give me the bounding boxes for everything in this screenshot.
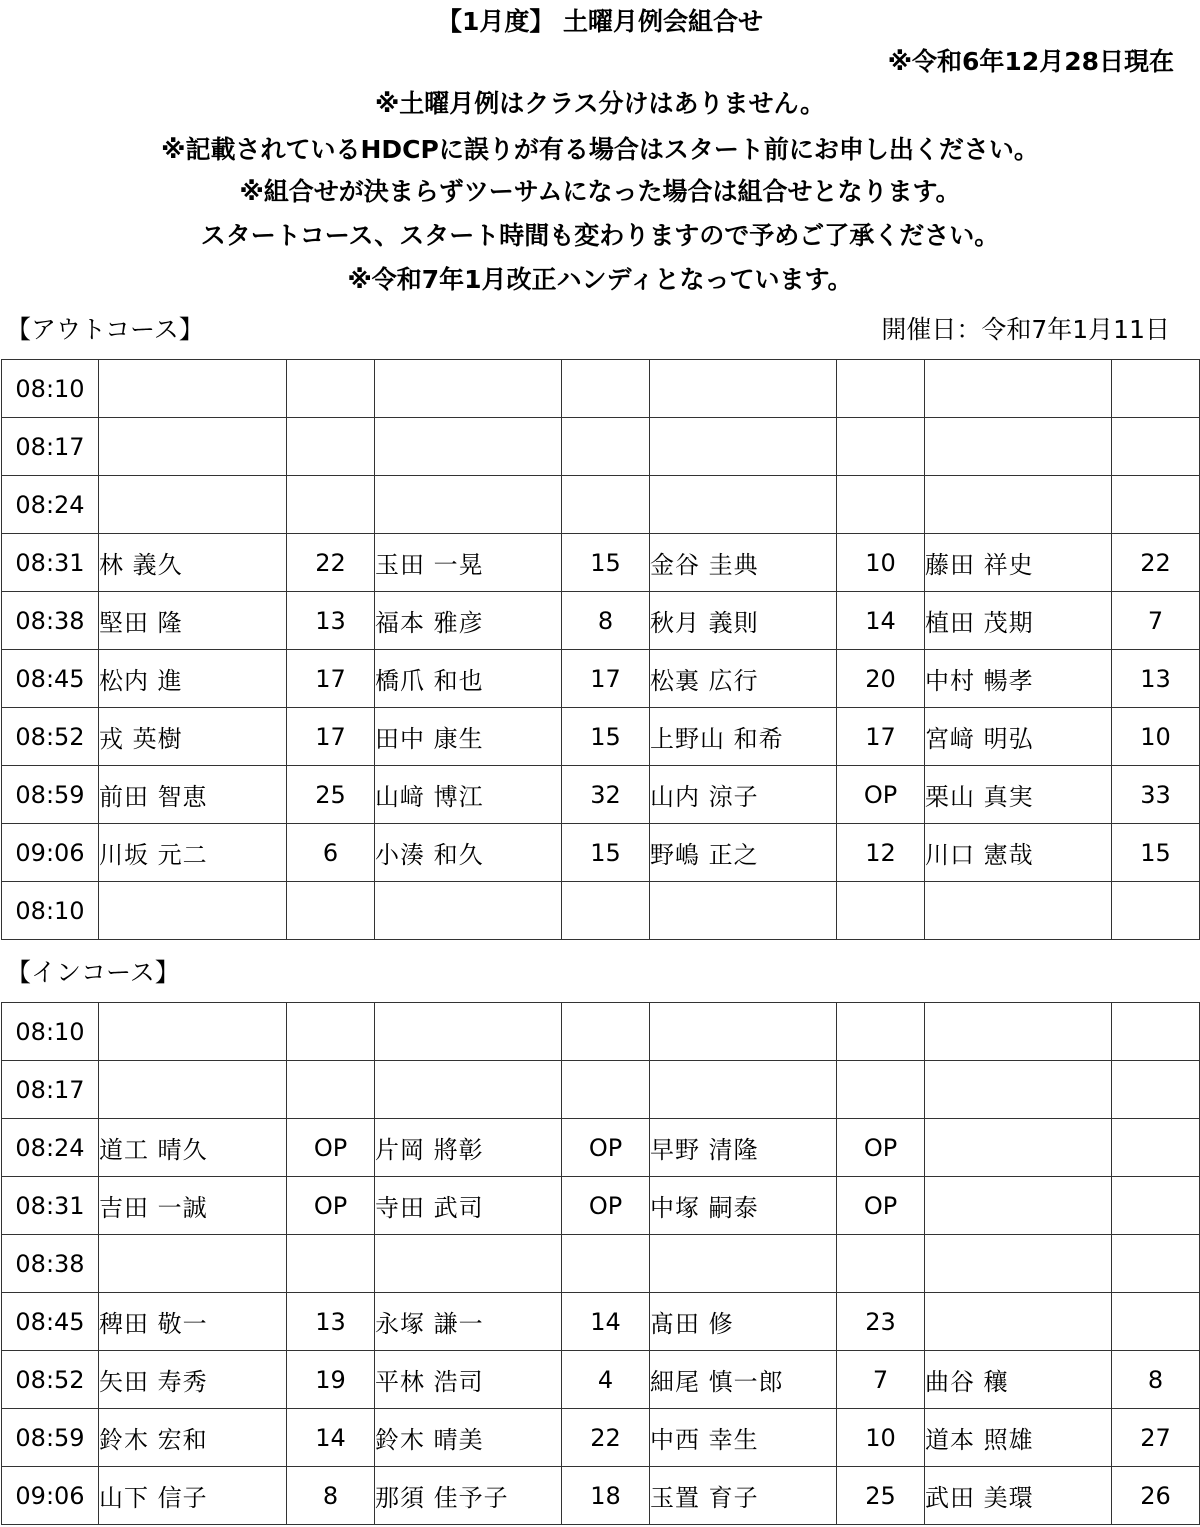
player-hdcp: OP	[837, 1119, 925, 1177]
player-hdcp: 13	[287, 1293, 375, 1351]
player-hdcp: 10	[1112, 708, 1200, 766]
player-name	[650, 1235, 837, 1293]
player-hdcp	[562, 882, 650, 940]
player-name: 鈴木 宏和	[99, 1409, 287, 1467]
player-hdcp: 14	[562, 1293, 650, 1351]
player-hdcp	[837, 418, 925, 476]
player-hdcp: 23	[837, 1293, 925, 1351]
tee-time-row	[2, 360, 1200, 418]
player-name: 川坂 元二	[99, 824, 287, 882]
player-hdcp	[287, 882, 375, 940]
player-hdcp	[1112, 1003, 1200, 1061]
start-time: 08:45	[2, 1293, 99, 1351]
player-name: 宮﨑 明弘	[925, 708, 1112, 766]
start-time: 08:31	[2, 534, 99, 592]
player-name: 上野山 和希	[650, 708, 837, 766]
player-name	[99, 1061, 287, 1119]
player-hdcp	[837, 1003, 925, 1061]
player-name	[925, 1061, 1112, 1119]
player-name: 細尾 慎一郎	[650, 1351, 837, 1409]
player-hdcp: 15	[1112, 824, 1200, 882]
player-hdcp: OP	[287, 1119, 375, 1177]
start-time: 08:59	[2, 766, 99, 824]
player-name	[99, 882, 287, 940]
player-hdcp	[1112, 1235, 1200, 1293]
start-time: 09:06	[2, 1467, 99, 1525]
player-name: 那須 佳予子	[375, 1467, 562, 1525]
player-hdcp: 22	[287, 534, 375, 592]
player-name: 松内 進	[99, 650, 287, 708]
player-name	[375, 1003, 562, 1061]
player-name: 植田 茂期	[925, 592, 1112, 650]
player-hdcp: 27	[1112, 1409, 1200, 1467]
player-hdcp	[837, 1235, 925, 1293]
player-hdcp: 17	[562, 650, 650, 708]
note-line: スタートコース、スタート時間も変わりますので予めご了承ください。	[200, 221, 1000, 250]
note-line: ※土曜月例はクラス分けはありません。	[374, 89, 826, 118]
player-hdcp: 25	[837, 1467, 925, 1525]
player-name	[375, 418, 562, 476]
start-time: 08:24	[2, 1119, 99, 1177]
tee-time-row	[2, 1293, 1200, 1351]
player-name: 吉田 一誠	[99, 1177, 287, 1235]
player-hdcp: 33	[1112, 766, 1200, 824]
player-hdcp: 15	[562, 824, 650, 882]
player-name	[375, 1061, 562, 1119]
start-time: 08:59	[2, 1409, 99, 1467]
player-name	[99, 1003, 287, 1061]
player-hdcp: 32	[562, 766, 650, 824]
tee-time-row	[2, 1119, 1200, 1177]
player-name	[925, 1293, 1112, 1351]
player-name: 中村 暢孝	[925, 650, 1112, 708]
player-hdcp	[562, 1235, 650, 1293]
player-name: 稗田 敬一	[99, 1293, 287, 1351]
tee-time-row	[2, 1061, 1200, 1119]
player-hdcp: 26	[1112, 1467, 1200, 1525]
player-name	[650, 882, 837, 940]
player-hdcp	[1112, 360, 1200, 418]
player-name	[650, 360, 837, 418]
player-name: 玉田 一晃	[375, 534, 562, 592]
start-time: 08:38	[2, 592, 99, 650]
tee-time-row	[2, 824, 1200, 882]
tee-time-row	[2, 1409, 1200, 1467]
note-line: ※記載されているHDCPに誤りが有る場合はスタート前にお申し出ください。	[161, 135, 1039, 164]
start-time: 09:06	[2, 824, 99, 882]
tee-time-row	[2, 476, 1200, 534]
out-course-label: 【アウトコース】	[6, 315, 204, 344]
tee-time-row	[2, 882, 1200, 940]
start-time: 08:31	[2, 1177, 99, 1235]
start-time: 08:10	[2, 882, 99, 940]
player-name	[375, 360, 562, 418]
player-name: 小湊 和久	[375, 824, 562, 882]
player-name: 片岡 將彰	[375, 1119, 562, 1177]
note-line: ※組合せが決まらずツーサムになった場合は組合せとなります。	[239, 177, 961, 206]
player-hdcp: 13	[287, 592, 375, 650]
player-name	[925, 1177, 1112, 1235]
player-name: 道工 晴久	[99, 1119, 287, 1177]
player-hdcp: OP	[837, 1177, 925, 1235]
player-name	[925, 1119, 1112, 1177]
player-name	[650, 1003, 837, 1061]
player-name: 山﨑 博江	[375, 766, 562, 824]
player-name: 栗山 真実	[925, 766, 1112, 824]
player-hdcp: 8	[1112, 1351, 1200, 1409]
player-hdcp	[562, 1003, 650, 1061]
player-hdcp	[1112, 418, 1200, 476]
in-course-table	[1, 1002, 1200, 1525]
player-hdcp	[287, 360, 375, 418]
player-hdcp	[562, 476, 650, 534]
player-hdcp: 6	[287, 824, 375, 882]
start-time: 08:17	[2, 1061, 99, 1119]
player-name: 早野 清隆	[650, 1119, 837, 1177]
player-name: 矢田 寿秀	[99, 1351, 287, 1409]
player-name: 髙田 修	[650, 1293, 837, 1351]
tee-time-row	[2, 592, 1200, 650]
tee-time-row	[2, 650, 1200, 708]
tee-time-row	[2, 418, 1200, 476]
page-title: 【1月度】 土曜月例会組合せ	[436, 7, 764, 36]
player-hdcp	[562, 1061, 650, 1119]
player-name: 福本 雅彦	[375, 592, 562, 650]
as-of-date: ※令和6年12月28日現在	[887, 47, 1174, 76]
player-name	[925, 418, 1112, 476]
player-hdcp	[837, 882, 925, 940]
player-name: 中塚 嗣泰	[650, 1177, 837, 1235]
player-name: 鈴木 晴美	[375, 1409, 562, 1467]
tee-time-row	[2, 1003, 1200, 1061]
player-hdcp: 8	[562, 592, 650, 650]
player-hdcp: 7	[1112, 592, 1200, 650]
start-time: 08:45	[2, 650, 99, 708]
player-hdcp	[1112, 1061, 1200, 1119]
player-hdcp: 10	[837, 1409, 925, 1467]
player-name: 橋爪 和也	[375, 650, 562, 708]
player-hdcp: 19	[287, 1351, 375, 1409]
player-name: 川口 憲哉	[925, 824, 1112, 882]
player-name	[925, 1003, 1112, 1061]
player-hdcp	[287, 476, 375, 534]
player-hdcp: OP	[562, 1119, 650, 1177]
tee-time-row	[2, 1235, 1200, 1293]
player-hdcp	[1112, 882, 1200, 940]
player-hdcp	[1112, 1177, 1200, 1235]
start-time: 08:10	[2, 360, 99, 418]
player-hdcp	[562, 360, 650, 418]
player-name: 永塚 謙一	[375, 1293, 562, 1351]
player-hdcp: 18	[562, 1467, 650, 1525]
player-hdcp: 8	[287, 1467, 375, 1525]
player-hdcp: 25	[287, 766, 375, 824]
player-hdcp: OP	[562, 1177, 650, 1235]
player-name	[99, 1235, 287, 1293]
player-hdcp: 12	[837, 824, 925, 882]
player-name: 山下 信子	[99, 1467, 287, 1525]
player-hdcp: 15	[562, 534, 650, 592]
player-name: 玉置 育子	[650, 1467, 837, 1525]
tee-time-row	[2, 1177, 1200, 1235]
player-name: 藤田 祥史	[925, 534, 1112, 592]
tee-time-row	[2, 708, 1200, 766]
player-hdcp: 17	[287, 650, 375, 708]
player-hdcp	[287, 1235, 375, 1293]
player-hdcp: OP	[287, 1177, 375, 1235]
player-hdcp: 22	[562, 1409, 650, 1467]
player-name	[650, 1061, 837, 1119]
player-name: 武田 美環	[925, 1467, 1112, 1525]
player-hdcp: 10	[837, 534, 925, 592]
tee-time-row	[2, 1351, 1200, 1409]
tee-time-row	[2, 1467, 1200, 1525]
player-hdcp	[287, 1061, 375, 1119]
player-hdcp: 17	[837, 708, 925, 766]
player-name: 山内 涼子	[650, 766, 837, 824]
event-date: 開催日：令和7年1月11日	[881, 315, 1170, 344]
player-hdcp: 20	[837, 650, 925, 708]
player-name: 道本 照雄	[925, 1409, 1112, 1467]
player-name: 野嶋 正之	[650, 824, 837, 882]
player-name: 金谷 圭典	[650, 534, 837, 592]
player-name: 堅田 隆	[99, 592, 287, 650]
player-hdcp: 13	[1112, 650, 1200, 708]
player-name: 曲谷 穰	[925, 1351, 1112, 1409]
player-hdcp	[287, 1003, 375, 1061]
start-time: 08:17	[2, 418, 99, 476]
player-name: 戎 英樹	[99, 708, 287, 766]
player-hdcp: 17	[287, 708, 375, 766]
out-course-table	[1, 359, 1200, 940]
tee-time-row	[2, 534, 1200, 592]
player-hdcp: 14	[287, 1409, 375, 1467]
player-hdcp	[837, 476, 925, 534]
player-hdcp	[1112, 1119, 1200, 1177]
in-course-label: 【インコース】	[6, 958, 180, 987]
player-name: 田中 康生	[375, 708, 562, 766]
start-time: 08:52	[2, 708, 99, 766]
player-name	[99, 360, 287, 418]
player-hdcp: 22	[1112, 534, 1200, 592]
player-hdcp: 4	[562, 1351, 650, 1409]
start-time: 08:38	[2, 1235, 99, 1293]
player-name: 中西 幸生	[650, 1409, 837, 1467]
player-hdcp	[837, 1061, 925, 1119]
player-name	[925, 882, 1112, 940]
player-hdcp: 7	[837, 1351, 925, 1409]
start-time: 08:24	[2, 476, 99, 534]
player-hdcp	[1112, 476, 1200, 534]
player-name: 寺田 武司	[375, 1177, 562, 1235]
player-name	[99, 476, 287, 534]
player-name	[375, 1235, 562, 1293]
player-name	[375, 882, 562, 940]
player-hdcp: OP	[837, 766, 925, 824]
tee-time-row	[2, 766, 1200, 824]
player-name	[375, 476, 562, 534]
note-line: ※令和7年1月改正ハンディとなっています。	[347, 265, 853, 294]
player-name: 秋月 義則	[650, 592, 837, 650]
player-name: 前田 智恵	[99, 766, 287, 824]
player-name: 松裏 広行	[650, 650, 837, 708]
player-hdcp	[562, 418, 650, 476]
player-name: 平林 浩司	[375, 1351, 562, 1409]
player-name	[925, 476, 1112, 534]
player-hdcp	[837, 360, 925, 418]
start-time: 08:10	[2, 1003, 99, 1061]
player-name	[925, 360, 1112, 418]
player-name	[99, 418, 287, 476]
player-hdcp	[1112, 1293, 1200, 1351]
player-name	[650, 418, 837, 476]
start-time: 08:52	[2, 1351, 99, 1409]
player-hdcp	[287, 418, 375, 476]
player-name	[925, 1235, 1112, 1293]
player-name	[650, 476, 837, 534]
player-hdcp: 14	[837, 592, 925, 650]
player-hdcp: 15	[562, 708, 650, 766]
player-name: 林 義久	[99, 534, 287, 592]
